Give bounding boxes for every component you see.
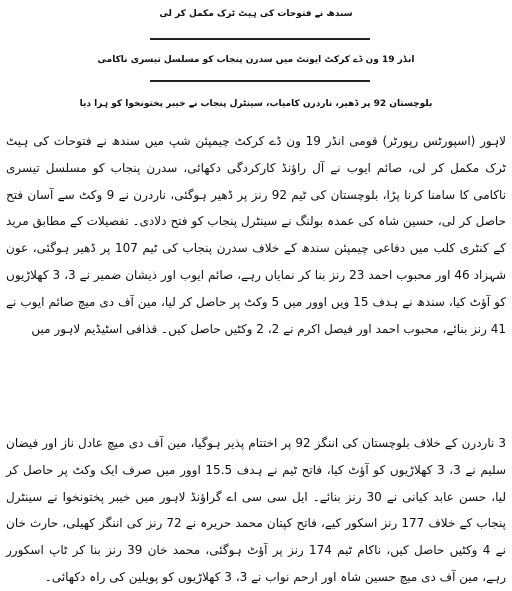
headline-divider-bottom	[150, 80, 370, 82]
headline-sub-1: انڈر 19 ون ڈے کرکٹ ایونٹ میں سدرن پنجاب کو مسلسل تیسری ناکامی	[97, 55, 415, 65]
article-paragraph-1: لاہور (اسپورٹس رپورٹر) قومی انڈر 19 ون ڈے کرکٹ چیمپئن شپ میں سندھ نے فتوحات کی ہیٹ ٹرک مکمل کر لی، صائم ایوب نے آل راؤنڈ کارکردگی دکھائی، سدرن پنجاب کو مسلسل تیسری ناکامی کا سامنا کرنا پڑا، بلوچستان کی ٹیم 92 رنز پر ڈھیر ہوگئی، ناردرن نے 9 وکٹ سے آسان فتح حاصل کر لی، حسین شاہ کی عمدہ بولنگ نے سینٹرل پنجاب کو فتح دلادی۔ تفصیلات کے مطابق مرید کے کنٹری کلب میں دفاعی چیمپئن سندھ کے خلاف سدرن پنجاب کی ٹیم 107 پر ڈھیر ہوگئی، عون شہزاد 46 اور محبوب احمد 23 رنز بنا کر نمایاں رہے، صائم ایوب اور ذیشان ضمیر نے 3، 3 کھلاڑیوں کو آؤٹ کیا، سندھ نے ہدف 15 ویں اوور میں 5 وکٹ پر حاصل کر لیا، مین آف دی میچ صائم ایوب نے 41 رنز بنائے، محبوب احمد اور فیصل اکرم نے 2، 2 وکٹیں حاصل کیں۔ قذافی اسٹیڈیم لاہور میں	[6, 134, 507, 336]
headline-divider-top	[150, 38, 370, 40]
article-paragraph-2: 3 ناردرن کے خلاف بلوچستان کی اننگز 92 پر اختتام پذیر ہوگیا، مین آف دی میچ عادل ناز اور فیضان سلیم نے 3، 3 کھلاڑیوں کو آؤٹ کیا، فاتح ٹیم نے ہدف 15.5 اوور میں صرف ایک وکٹ پر حاصل کر لیا، حسن عابد کیانی نے 30 رنز بنائے۔ ایل سی سی اے گراؤنڈ لاہور میں خیبر پختونخوا نے سینٹرل پنجاب کے خلاف 177 رنز اسکور کیے، فاتح کپتان محمد حریرہ نے 72 رنز کی اننگز کھیلی، حارث خان نے 4 وکٹیں حاصل کیں، ناکام ٹیم 174 رنز پر آؤٹ ہوگئی، محمد خان 39 رنز بنا کر ٹاپ اسکورر رہے، مین آف دی میچ حسین شاہ اور ارحم نواب نے 3، 3 کھلاڑیوں کو پویلین کی راہ دکھائی۔	[6, 436, 507, 584]
headline-main: سندھ نے فتوحات کی ہیٹ ٹرک مکمل کر لی	[159, 9, 353, 19]
headline-sub-2: بلوچستان 92 پر ڈھیر، ناردرن کامیاب، سینٹرل پنجاب نے خیبر پختونخوا کو ہرا دیا	[79, 99, 433, 109]
